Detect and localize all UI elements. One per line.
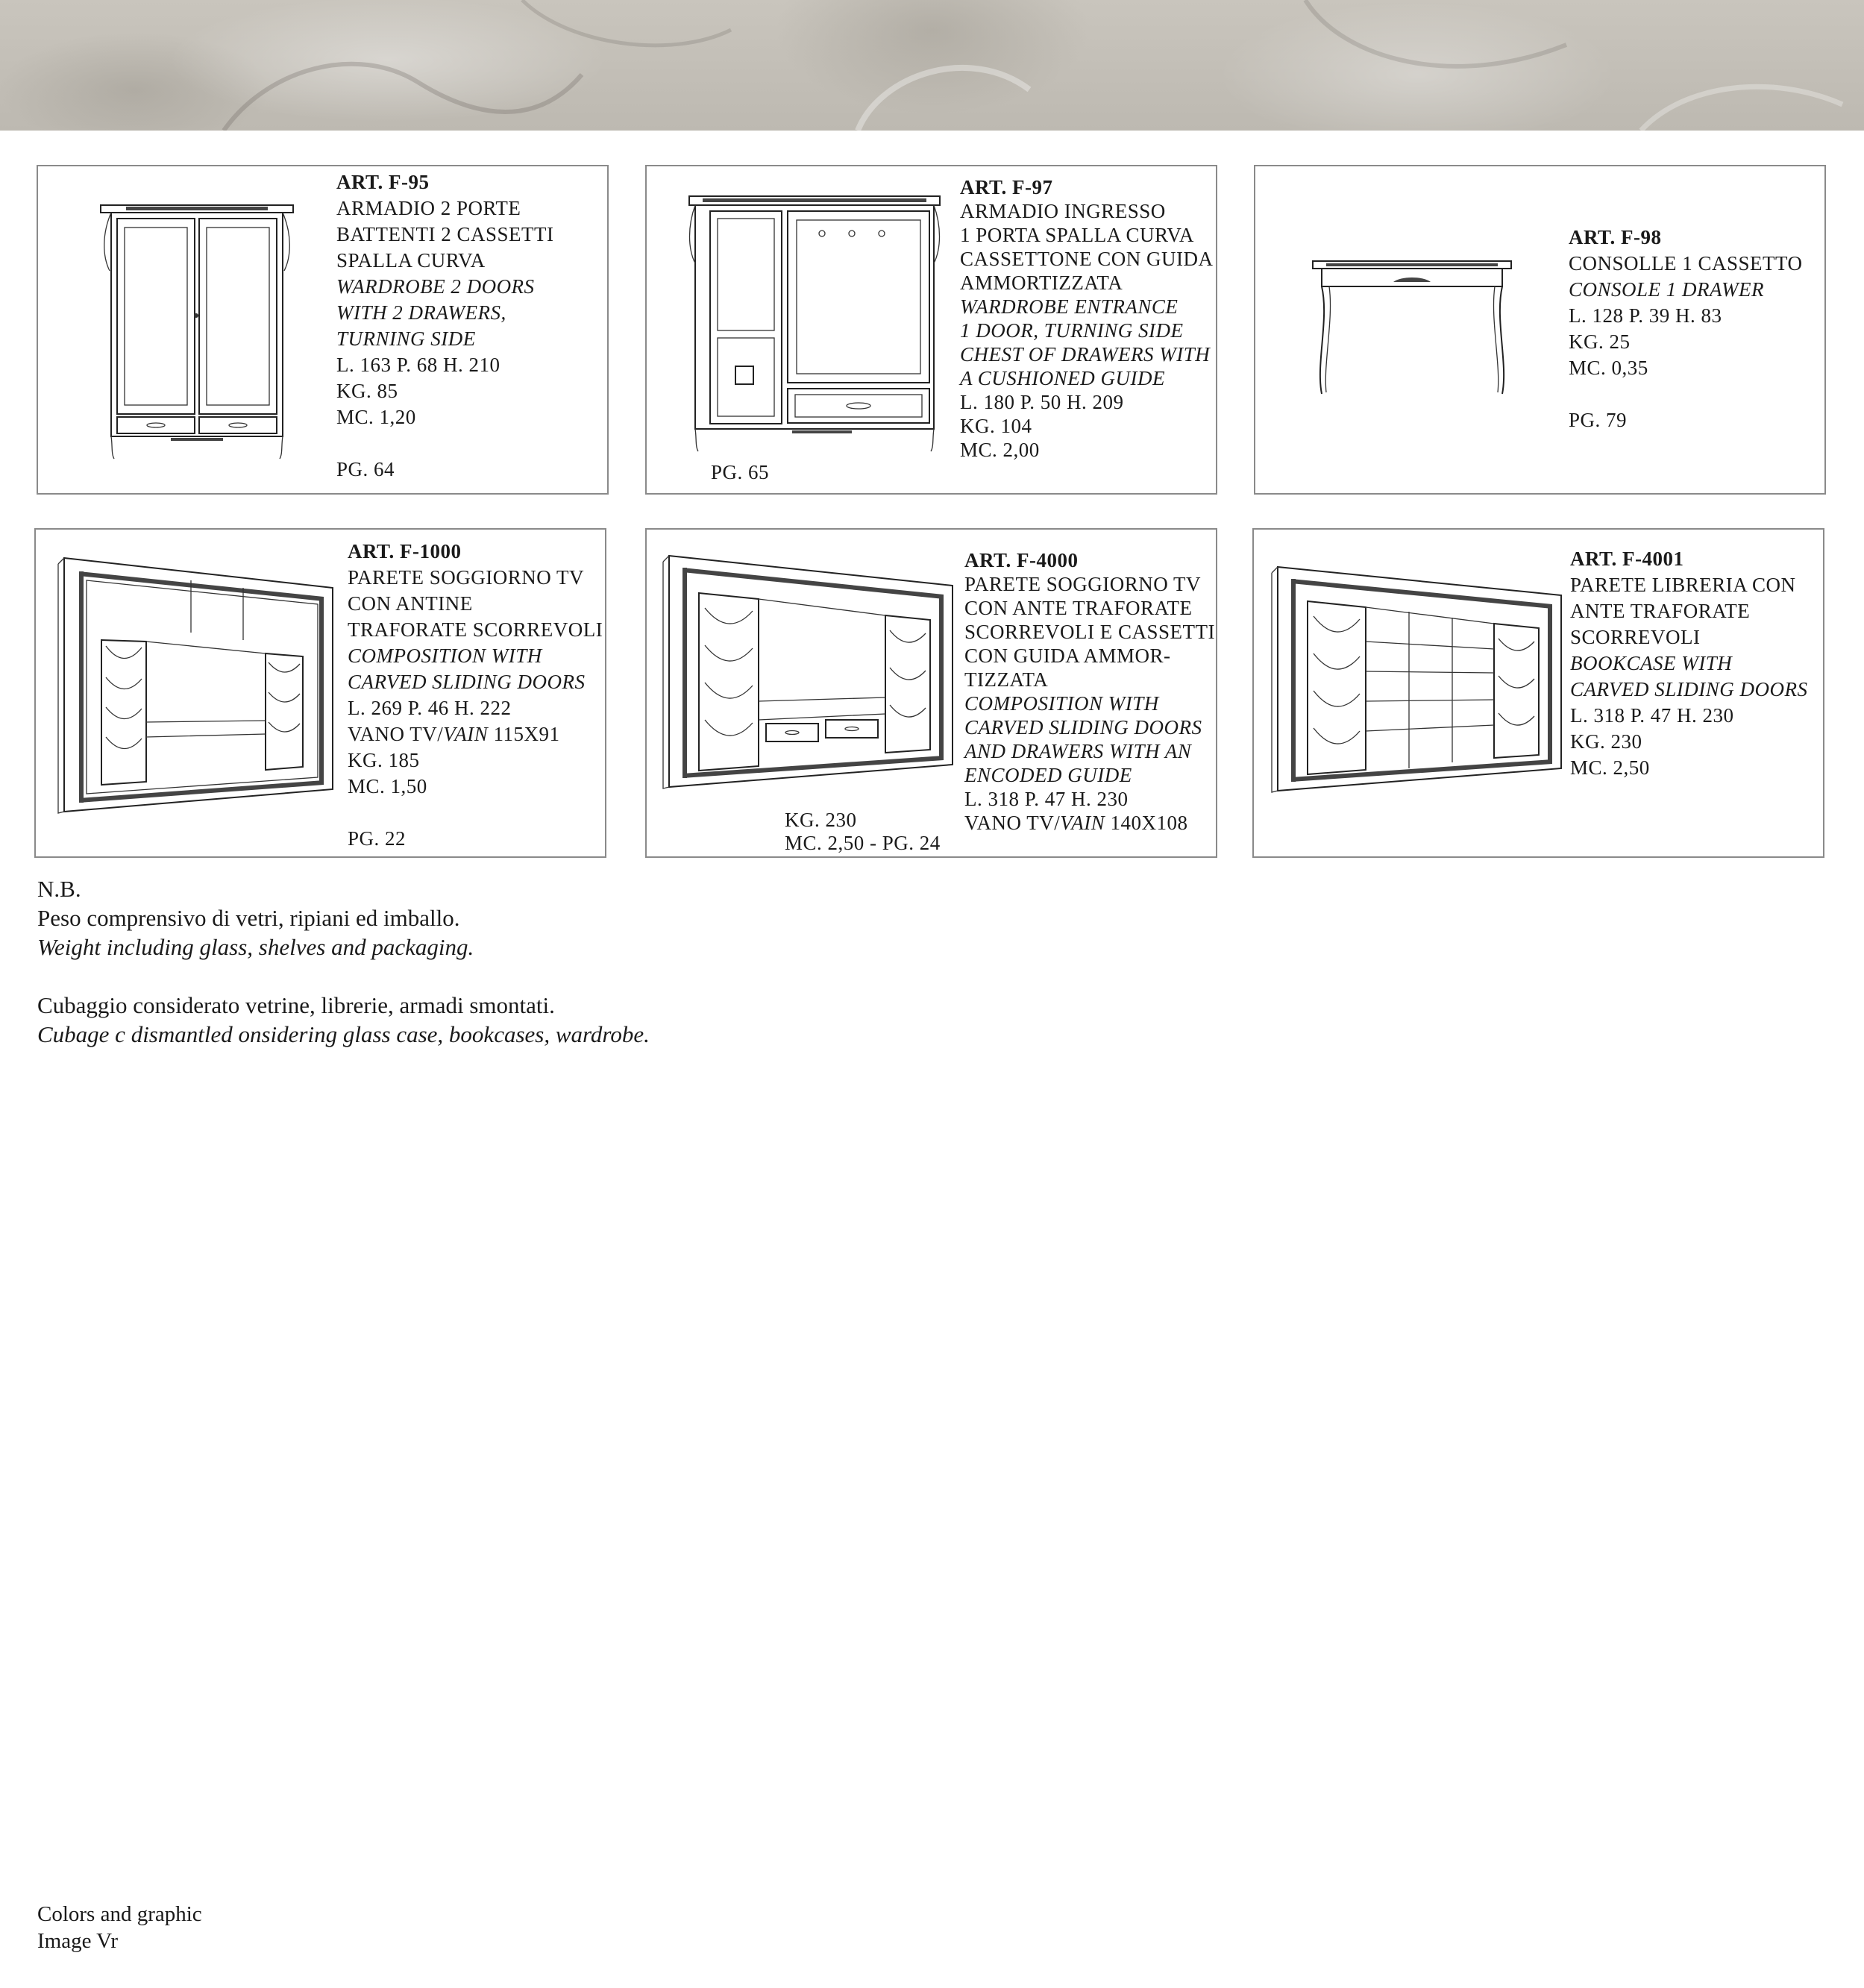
volume: MC. 2,50	[1570, 756, 1650, 779]
vano-italic: VAIN	[443, 723, 489, 745]
description-line-en: ENCODED GUIDE	[964, 764, 1132, 786]
description-line: PARETE SOGGIORNO TV	[964, 573, 1202, 595]
description-line-en: COMPOSITION WITH	[964, 692, 1159, 715]
tv-wall-unit-drawers-drawing	[662, 548, 960, 794]
description-line-en: WARDROBE 2 DOORS	[336, 275, 535, 298]
footer-line-2: Image Vr	[37, 1929, 119, 1953]
volume: MC. 1,20	[336, 406, 416, 428]
weight: KG. 230	[1570, 730, 1642, 753]
dimensions: L. 318 P. 47 H. 230	[964, 788, 1129, 810]
description-line: TIZZATA	[964, 668, 1049, 691]
weight: KG. 85	[336, 380, 398, 402]
description-line-en: COMPOSITION WITH	[348, 645, 542, 667]
vano-size: 140X108	[1105, 812, 1188, 834]
description-line: 1 PORTA SPALLA CURVA	[960, 224, 1194, 246]
dimensions: L. 180 P. 50 H. 209	[960, 391, 1124, 413]
product-card-f95	[37, 165, 609, 495]
description-line-en: CHEST OF DRAWERS WITH	[960, 343, 1211, 366]
vano-prefix: VANO TV/	[348, 723, 444, 745]
bookcase-wall-drawing	[1270, 559, 1569, 798]
weight: KG. 185	[348, 749, 420, 771]
description-line: CON ANTE TRAFORATE	[964, 597, 1193, 619]
description-line-en: WITH 2 DRAWERS,	[336, 301, 506, 324]
volume: MC. 1,50	[348, 775, 427, 797]
console-table-drawing	[1311, 260, 1513, 401]
wardrobe-2-doors-drawing	[96, 189, 298, 472]
description-line: SCORREVOLI E CASSETTI	[964, 621, 1216, 643]
description-line: ARMADIO 2 PORTE	[336, 197, 521, 219]
footer-credits	[37, 1901, 202, 1954]
description-line-en: WARDROBE ENTRANCE	[960, 295, 1179, 318]
description-line-en: CARVED SLIDING DOORS	[964, 716, 1202, 739]
banner-ornament	[0, 0, 1864, 131]
description-line: TRAFORATE SCORREVOLI	[348, 618, 603, 641]
weight: KG. 230	[785, 809, 857, 831]
vano-size: 115X91	[488, 723, 560, 745]
description-line-en: CARVED SLIDING DOORS	[1570, 678, 1808, 700]
description-line: CON ANTINE	[348, 592, 473, 615]
description-line: AMMORTIZZATA	[960, 272, 1123, 294]
description-line-en: 1 DOOR, TURNING SIDE	[960, 319, 1184, 342]
product-code: ART. F-1000	[348, 540, 462, 562]
volume: MC. 2,00	[960, 439, 1040, 461]
volume-page-ref: MC. 2,50 - PG. 24	[785, 832, 941, 854]
description-line: PARETE SOGGIORNO TV	[348, 566, 585, 589]
description-line: CASSETTONE CON GUIDA	[960, 248, 1214, 270]
product-card-f1000	[34, 528, 606, 858]
weight: KG. 25	[1569, 330, 1631, 353]
notes-weight-en: Weight including glass, shelves and packaging.	[37, 934, 474, 960]
description-line: ANTE TRAFORATE	[1570, 600, 1751, 622]
description-line-en: TURNING SIDE	[336, 327, 476, 350]
vano-tv	[964, 811, 1215, 835]
product-card-f98	[1254, 165, 1826, 495]
dimensions: L. 269 P. 46 H. 222	[348, 697, 512, 719]
description-line-en: CARVED SLIDING DOORS	[348, 671, 586, 693]
page-ref: PG. 79	[1569, 409, 1628, 431]
product-card-f4000	[645, 528, 1217, 858]
product-code: ART. F-4001	[1570, 548, 1684, 570]
description-line: SCORREVOLI	[1570, 626, 1701, 648]
product-code: ART. F-95	[336, 171, 430, 193]
entrance-wardrobe-drawing	[688, 189, 941, 457]
notes-cubage-it: Cubaggio considerato vetrine, librerie, armadi smontati.	[37, 992, 555, 1018]
product-code: ART. F-97	[960, 176, 1053, 198]
description-line-en: CONSOLE 1 DRAWER	[1569, 278, 1764, 301]
dimensions: L. 128 P. 39 H. 83	[1569, 304, 1722, 327]
vano-tv	[348, 721, 603, 747]
product-code: ART. F-98	[1569, 226, 1662, 248]
volume: MC. 0,35	[1569, 357, 1648, 379]
weight: KG. 104	[960, 415, 1032, 437]
page-ref: PG. 64	[336, 458, 395, 480]
description-line: ARMADIO INGRESSO	[960, 200, 1166, 222]
product-card-f97	[645, 165, 1217, 495]
page-ref: PG. 65	[711, 461, 770, 483]
product-card-f4001	[1252, 528, 1824, 858]
tv-wall-unit-drawing	[57, 551, 340, 819]
notes-section	[37, 874, 650, 1049]
dimensions: L. 163 P. 68 H. 210	[336, 354, 500, 376]
page-ref: PG. 22	[348, 827, 407, 850]
product-code: ART. F-4000	[964, 549, 1079, 571]
vano-prefix: VANO TV/	[964, 812, 1061, 834]
description-line: SPALLA CURVA	[336, 249, 486, 272]
description-line: CONSOLLE 1 CASSETTO	[1569, 252, 1803, 275]
description-line: BATTENTI 2 CASSETTI	[336, 223, 554, 245]
vano-italic: VAIN	[1060, 812, 1105, 834]
description-line: PARETE LIBRERIA CON	[1570, 574, 1796, 596]
description-line-en: AND DRAWERS WITH AN	[964, 740, 1192, 762]
footer-line-1: Colors and graphic	[37, 1902, 202, 1926]
description-line: CON GUIDA AMMOR-	[964, 645, 1171, 667]
stone-texture-banner	[0, 0, 1864, 131]
dimensions: L. 318 P. 47 H. 230	[1570, 704, 1734, 727]
notes-cubage-en: Cubage c dismantled onsidering glass case, bookcases, wardrobe.	[37, 1021, 650, 1047]
notes-weight-it: Peso comprensivo di vetri, ripiani ed imballo.	[37, 905, 460, 931]
notes-title: N.B.	[37, 876, 81, 902]
description-line-en: A CUSHIONED GUIDE	[960, 367, 1165, 389]
description-line-en: BOOKCASE WITH	[1570, 652, 1733, 674]
